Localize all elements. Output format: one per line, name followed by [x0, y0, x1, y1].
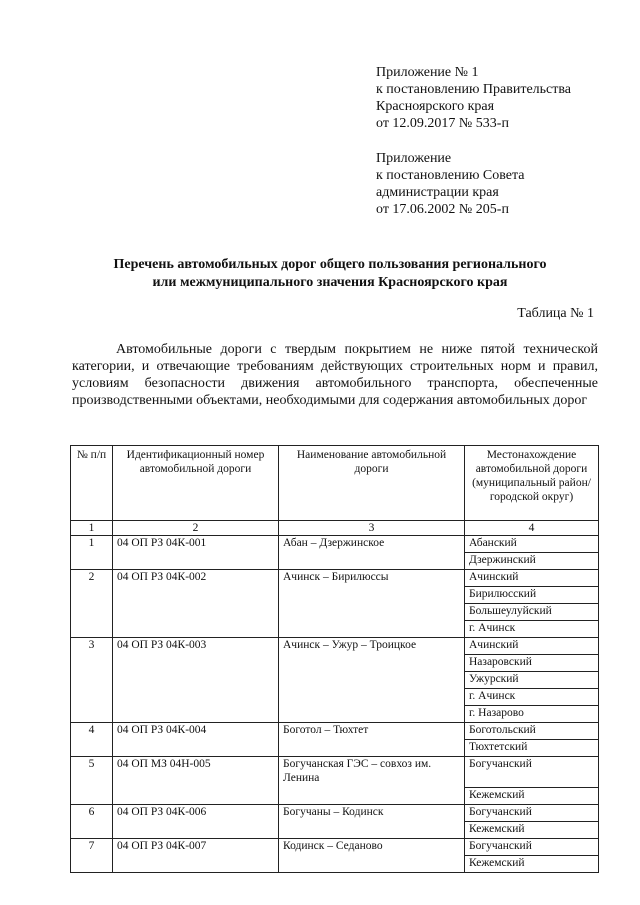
title-line-2: или межмуниципального значения Красноярского края	[152, 275, 508, 290]
road-location: Кежемский	[465, 822, 599, 839]
annex-1-line: Приложение № 1	[376, 65, 479, 80]
row-number: 4	[71, 723, 113, 757]
road-location: Ужурский	[465, 672, 599, 689]
road-location: Тюхтетский	[465, 740, 599, 757]
road-location: Ачинский	[465, 570, 599, 587]
road-location: Ачинский	[465, 638, 599, 655]
road-id: 04 ОП РЗ 04К-004	[113, 723, 279, 757]
row-number: 6	[71, 805, 113, 839]
annex-2-header	[376, 150, 525, 218]
header-name: Наименование автомобильной дороги	[279, 446, 465, 521]
road-id: 04 ОП РЗ 04К-002	[113, 570, 279, 638]
road-id: 04 ОП РЗ 04К-007	[113, 839, 279, 873]
road-name: Кодинск – Седаново	[279, 839, 465, 873]
road-location: г. Ачинск	[465, 621, 599, 638]
column-number: 1	[71, 521, 113, 536]
table-row	[71, 757, 599, 788]
road-location: Абанский	[465, 536, 599, 553]
annex-2-line: к постановлению Совета	[376, 168, 525, 183]
row-number: 1	[71, 536, 113, 570]
road-id: 04 ОП РЗ 04К-001	[113, 536, 279, 570]
header-number: № п/п	[71, 446, 113, 521]
annex-2-line: администрации края	[376, 185, 499, 200]
road-location: Богучанский	[465, 805, 599, 822]
table-label: Таблица № 1	[517, 306, 594, 321]
row-number: 5	[71, 757, 113, 805]
annex-2-line: от 17.06.2002 № 205-п	[376, 202, 509, 217]
table-header-row	[71, 446, 599, 521]
road-location: Богучанский	[465, 839, 599, 856]
intro-paragraph: Автомобильные дороги с твердым покрытием не ниже пятой технической категории, и отвечающие требованиям действующих строительных норм и правил, условиям безопасности движения автомобильного транспорта, обеспеченные производственными объектами, необходимыми для содержания автомобильных дорог	[72, 342, 598, 408]
table-row	[71, 536, 599, 553]
header-location: Местонахождение автомобильной дороги (муниципальный район/городской округ)	[465, 446, 599, 521]
road-location: Богучанский	[465, 757, 599, 788]
road-location: г. Ачинск	[465, 689, 599, 706]
table-row	[71, 723, 599, 740]
road-location: г. Назарово	[465, 706, 599, 723]
roads-table	[70, 445, 599, 873]
road-location: Боготольский	[465, 723, 599, 740]
column-number-row	[71, 521, 599, 536]
column-number: 3	[279, 521, 465, 536]
table-row	[71, 839, 599, 856]
table-row	[71, 570, 599, 587]
column-number: 4	[465, 521, 599, 536]
road-name: Ачинск – Бирилюссы	[279, 570, 465, 638]
road-name: Боготол – Тюхтет	[279, 723, 465, 757]
table-row	[71, 805, 599, 822]
road-location: Назаровский	[465, 655, 599, 672]
road-location: Дзержинский	[465, 553, 599, 570]
annex-1-line: к постановлению Правительства	[376, 82, 572, 97]
row-number: 2	[71, 570, 113, 638]
row-number: 7	[71, 839, 113, 873]
title-line-1: Перечень автомобильных дорог общего пользования регионального	[113, 257, 547, 272]
column-number: 2	[113, 521, 279, 536]
annex-1-line: Красноярского края	[376, 99, 495, 114]
document-title	[60, 256, 600, 292]
annex-1-header	[376, 64, 571, 132]
road-id: 04 ОП РЗ 04К-006	[113, 805, 279, 839]
header-id: Идентификационный номер автомобильной дороги	[113, 446, 279, 521]
road-name: Богучанская ГЭС – совхоз им. Ленина	[279, 757, 465, 805]
road-name: Ачинск – Ужур – Троицкое	[279, 638, 465, 723]
road-location: Кежемский	[465, 856, 599, 873]
road-location: Бирилюсский	[465, 587, 599, 604]
road-id: 04 ОП РЗ 04К-003	[113, 638, 279, 723]
table-row	[71, 638, 599, 655]
road-name: Абан – Дзержинское	[279, 536, 465, 570]
road-location: Большеулуйский	[465, 604, 599, 621]
annex-1-line: от 12.09.2017 № 533-п	[376, 116, 509, 131]
annex-2-line: Приложение	[376, 151, 452, 166]
road-location: Кежемский	[465, 788, 599, 805]
row-number: 3	[71, 638, 113, 723]
road-name: Богучаны – Кодинск	[279, 805, 465, 839]
road-id: 04 ОП МЗ 04Н-005	[113, 757, 279, 805]
